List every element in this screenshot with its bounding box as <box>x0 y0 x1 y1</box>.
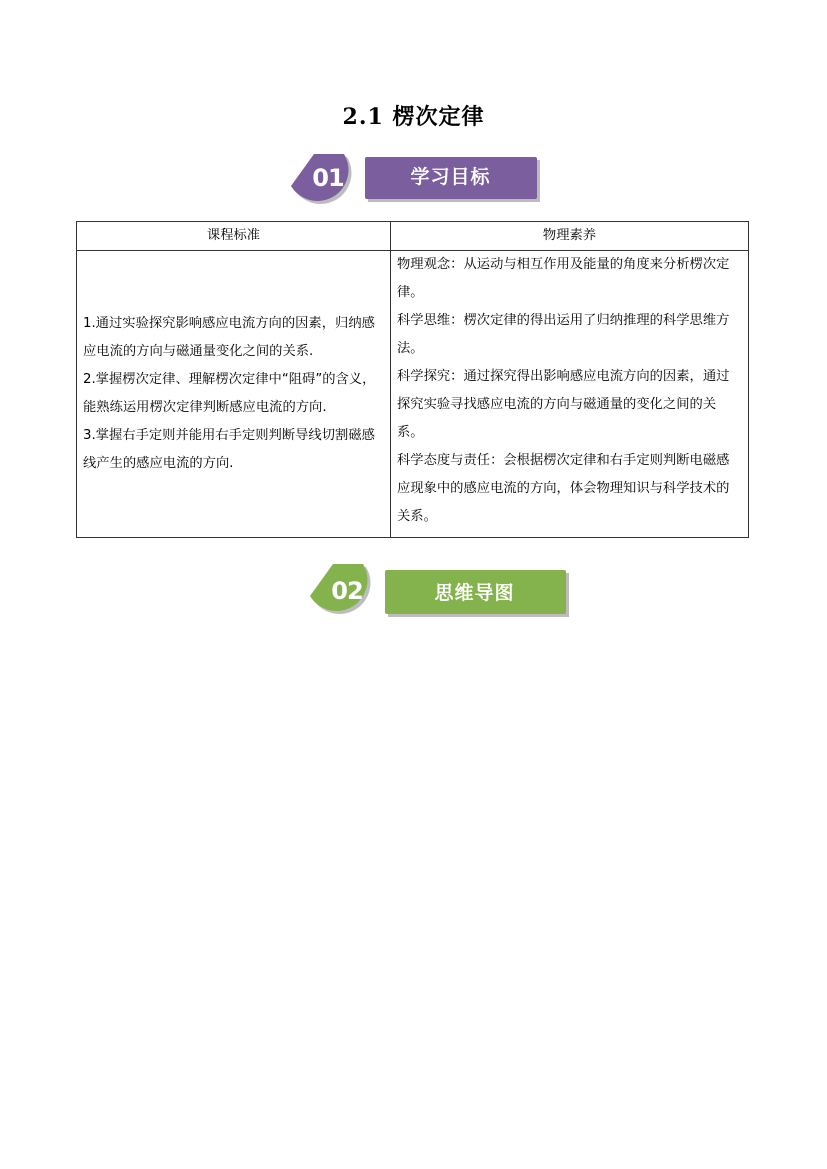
section-number: 02 <box>331 577 363 605</box>
literacy-item: 科学探究：通过探究得出影响感应电流方向的因素，通过探究实验寻找感应电流的方向与磁通量的变化之间的关系。 <box>397 369 730 440</box>
section-label: 学习目标 <box>410 166 491 188</box>
literacy-cell <box>391 251 749 538</box>
section-label: 思维导图 <box>434 582 515 604</box>
standard-item: 3.掌握右手定则并能用右手定则判断导线切割磁感线产生的感应电流的方向. <box>83 428 375 471</box>
goals-table <box>76 221 749 538</box>
literacy-item: 科学思维：楞次定律的得出运用了归纳推理的科学思维方法。 <box>397 313 730 356</box>
standard-item: 1.通过实验探究影响感应电流方向的因素，归纳感应电流的方向与磁通量变化之间的关系. <box>83 316 375 359</box>
literacy-item: 科学态度与责任：会根据楞次定律和右手定则判断电磁感应现象中的感应电流的方向，体会物理知识与科学技术的关系。 <box>397 453 730 524</box>
section-number: 01 <box>312 164 344 192</box>
table-header-literacy: 物理素养 <box>391 222 749 251</box>
standard-item: 2.掌握楞次定律、理解楞次定律中“阻碍”的含义，能熟练运用楞次定律判断感应电流的方向. <box>83 372 376 415</box>
section-badge-mind-map <box>307 562 572 628</box>
page-title: 2.1 楞次定律 <box>342 104 485 130</box>
standards-cell <box>77 251 391 538</box>
literacy-item: 物理观念：从运动与相互作用及能量的角度来分析楞次定律。 <box>397 257 730 300</box>
section-badge-learning-goals <box>288 152 543 212</box>
table-header-standards: 课程标准 <box>77 222 391 251</box>
